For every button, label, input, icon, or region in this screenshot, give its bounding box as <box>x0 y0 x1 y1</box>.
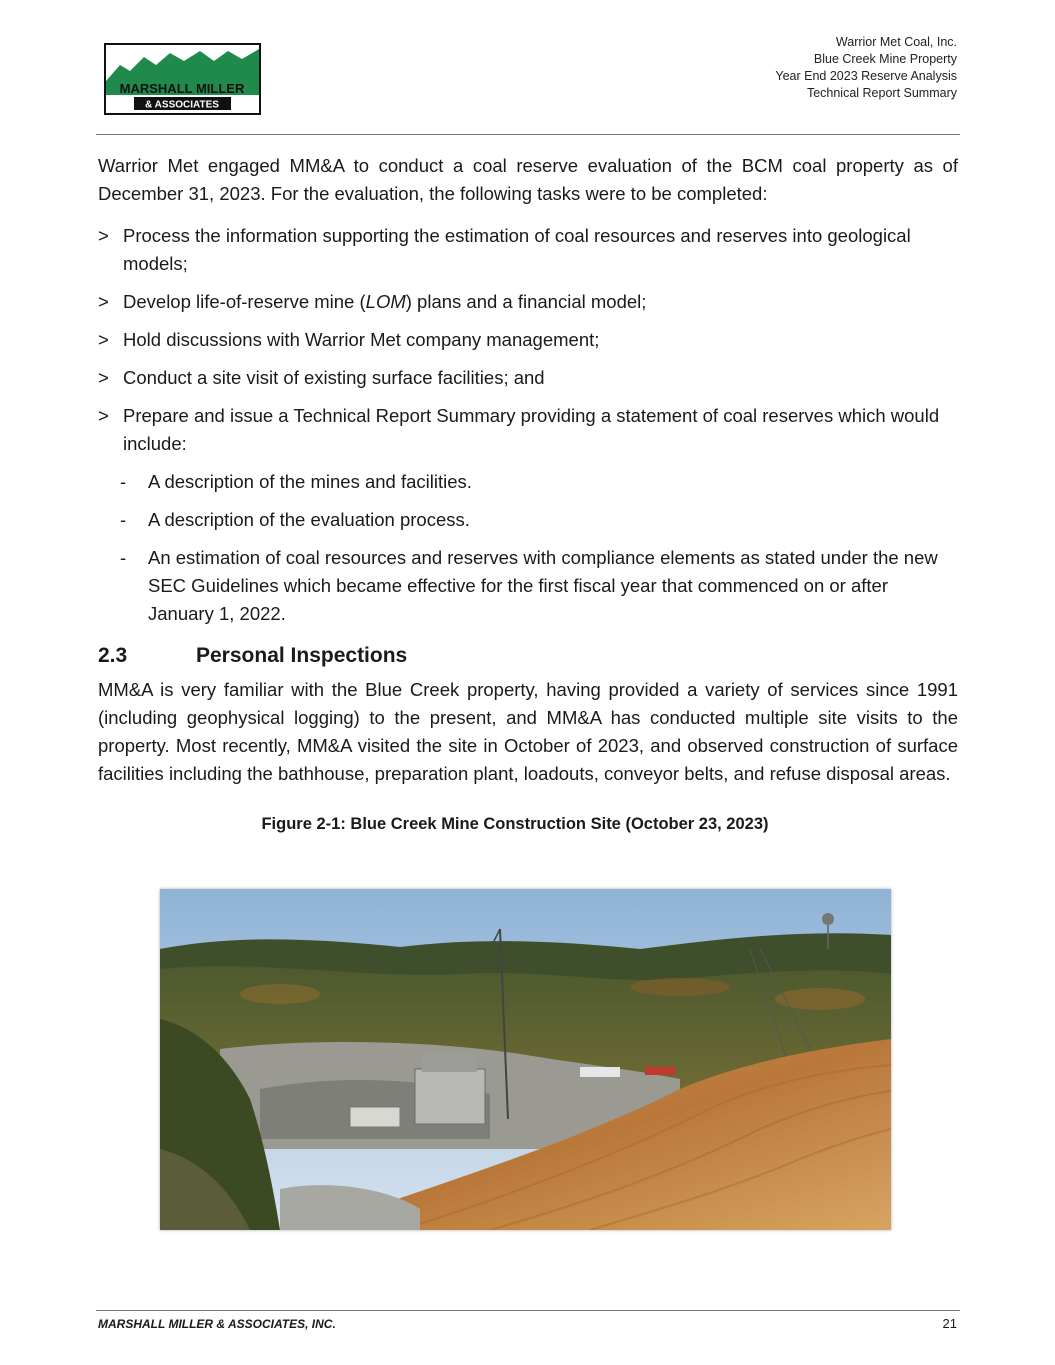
list-item: > Process the information supporting the estimation of coal resources and reserves into geological models; <box>98 222 958 278</box>
section-number: 2.3 <box>98 644 128 667</box>
dash-marker: - <box>120 471 127 492</box>
list-item: > Conduct a site visit of existing surface facilities; and <box>98 364 958 392</box>
list-item: > Develop life-of-reserve mine (LOM) plans and a financial model; <box>98 288 958 316</box>
sub-list-item: - An estimation of coal resources and reserves with compliance elements as stated under the new SEC Guidelines which became effective for the first fiscal year that commenced on or after January 1, 2022. <box>98 544 958 628</box>
section-paragraph: MM&A is very familiar with the Blue Creek property, having provided a variety of services since 1991 (including geophysical logging) to the present, and MM&A has conducted multiple site visits to the property. Most recently, MM&A visited the site in October of 2023, and observed construction of surface facilities including the bathhouse, preparation plant, loadouts, conveyor belts, and refuse disposal areas. <box>98 679 958 784</box>
list-item: > Prepare and issue a Technical Report Summary providing a statement of coal reserves which would include: <box>98 402 958 458</box>
figure-caption: Figure 2-1: Blue Creek Mine Construction Site (October 23, 2023) <box>261 815 769 833</box>
svg-text:& ASSOCIATES: & ASSOCIATES <box>145 99 219 111</box>
section-title: Personal Inspections <box>196 644 408 667</box>
svg-text:MARSHALL MILLER: MARSHALL MILLER <box>119 81 245 96</box>
intro-paragraph: Warrior Met engaged MM&A to conduct a coal reserve evaluation of the BCM coal property as of December 31, 2023. For the evaluation, the following tasks were to be completed: <box>98 155 958 204</box>
page-number: 21 <box>942 1316 957 1331</box>
bullet-marker: > <box>98 329 109 350</box>
header-info <box>775 34 957 102</box>
sub-list-item: - A description of the mines and facilities. <box>98 468 958 496</box>
header-line-company: Warrior Met Coal, Inc. <box>835 35 957 49</box>
company-logo <box>104 43 261 115</box>
dash-marker: - <box>120 509 127 530</box>
bullet-marker: > <box>98 225 109 246</box>
header-line-analysis: Year End 2023 Reserve Analysis <box>775 69 957 83</box>
header-divider <box>96 134 960 135</box>
dash-marker: - <box>120 547 127 568</box>
page-body <box>98 152 958 838</box>
bullet-marker: > <box>98 291 109 312</box>
sub-list-item: - A description of the evaluation process. <box>98 506 958 534</box>
list-item: > Hold discussions with Warrior Met company management; <box>98 326 958 354</box>
bullet-marker: > <box>98 405 109 426</box>
header-line-property: Blue Creek Mine Property <box>813 52 957 66</box>
bullet-marker: > <box>98 367 109 388</box>
lom-term: LOM <box>365 291 406 312</box>
header-line-report: Technical Report Summary <box>806 86 957 100</box>
footer-company: MARSHALL MILLER & ASSOCIATES, INC. <box>98 1317 336 1331</box>
section-heading <box>98 642 958 670</box>
task-list <box>98 222 958 628</box>
footer-divider <box>96 1310 960 1311</box>
construction-site-photo <box>160 889 891 1230</box>
